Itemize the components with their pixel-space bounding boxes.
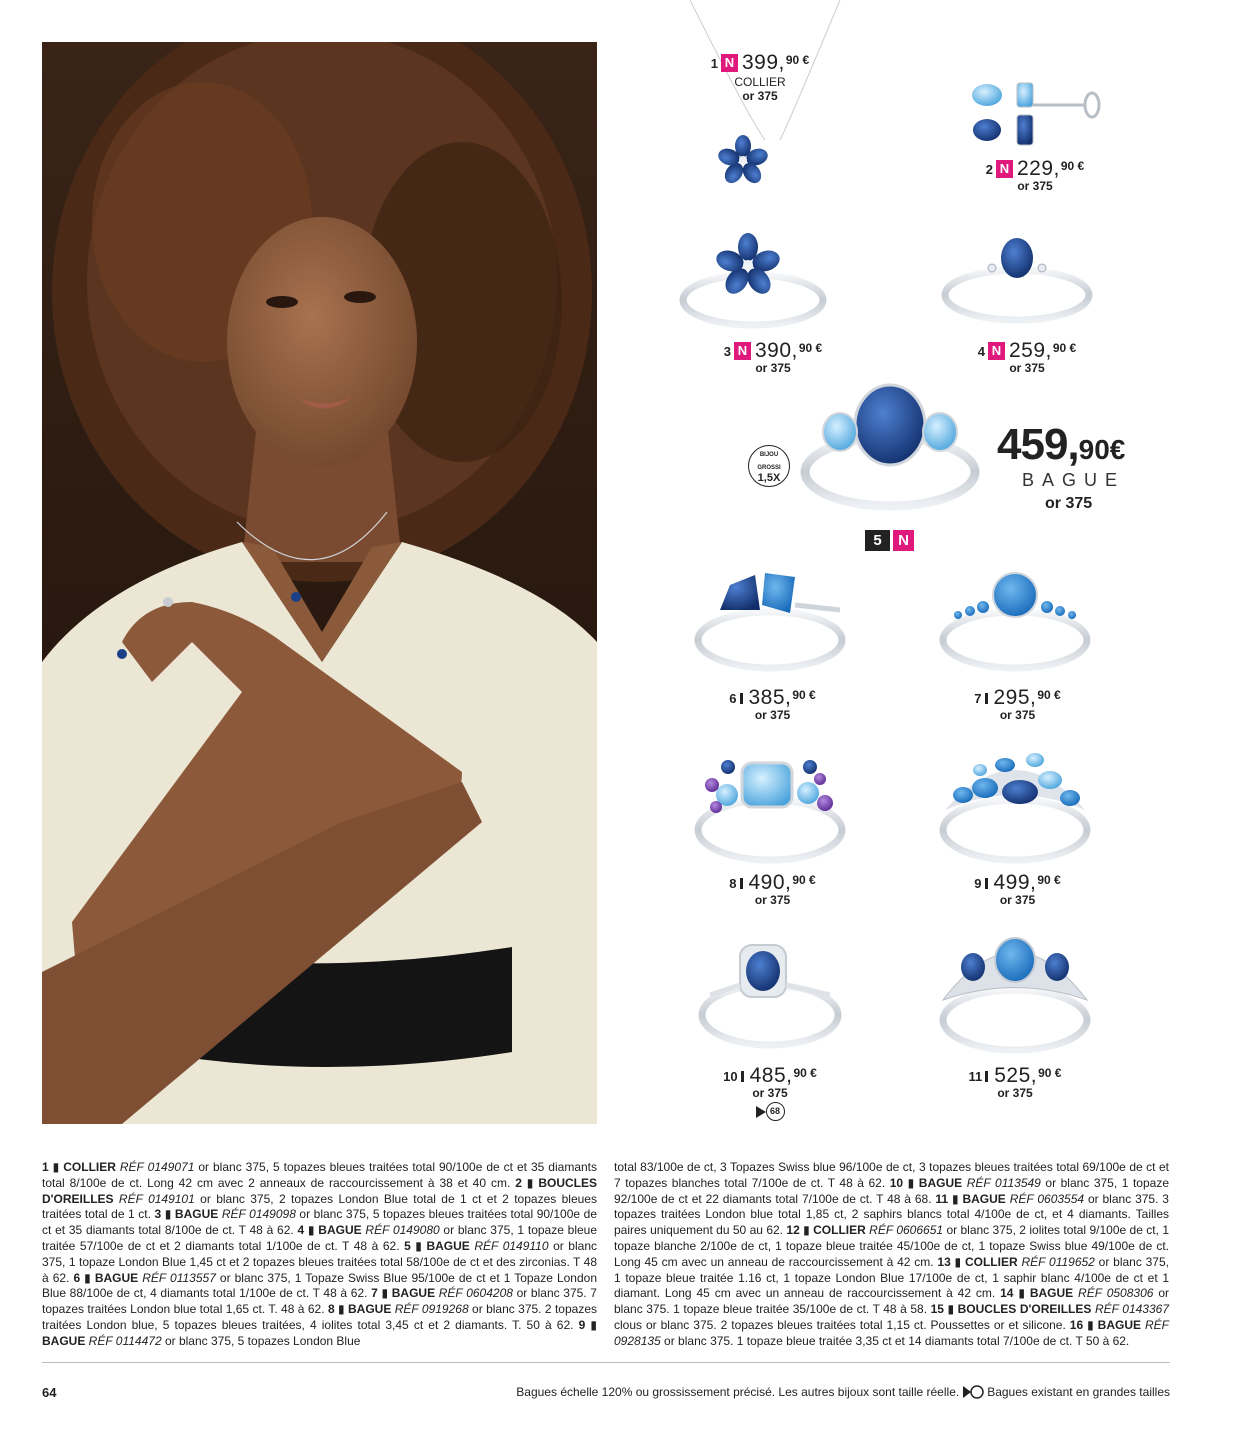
price: 390,: [755, 339, 798, 362]
product-2[interactable]: [975, 158, 1095, 193]
desc-item-ref: RÉF 0149098: [221, 1207, 296, 1222]
desc-item-text: or blanc 375, 1 topaze bleue traitée 57/100e de ct et 2 diamants total 1/100e de ct. T 48 à 62.: [42, 1223, 598, 1253]
separator-mark: [985, 693, 988, 704]
ring-10-image: [695, 935, 845, 1060]
separator-mark: [985, 1071, 988, 1082]
product-3[interactable]: [708, 340, 838, 375]
product-metal: or 375: [999, 708, 1036, 722]
price-cents: 90 €: [1037, 873, 1061, 887]
desc-item-text: or blanc 375, 5 topazes London Blue: [161, 1333, 361, 1348]
product-metal: or 375: [752, 1086, 788, 1100]
desc-item-title: 2 ▮ BOUCLES D'OREILLES: [42, 1175, 597, 1206]
product-metal: or 375: [1009, 361, 1045, 375]
desc-item-ref: RÉF 0119652: [1021, 1254, 1095, 1269]
footer-note: [516, 1385, 1170, 1399]
desc-item-ref: RÉF 0113549: [966, 1175, 1041, 1190]
large-size-note: Bagues existant en grandes tailles: [987, 1385, 1170, 1399]
new-badge: N: [996, 160, 1013, 178]
desc-item-ref: RÉF 0508306: [1078, 1286, 1154, 1301]
desc-item-ref: RÉF 0604208: [438, 1286, 513, 1301]
new-badge: N: [721, 54, 738, 72]
desc-item-text: total 83/100e de ct, 3 Topazes Swiss blue 96/100e de ct, 3 topazes bleues traitées total 69/100e de ct et 7 topazes blanches total 7/100e de ct. T 48 à 62.: [614, 1160, 1169, 1190]
product-number: 3: [723, 344, 731, 359]
product-1[interactable]: [700, 52, 820, 103]
desc-item-text: or blanc 375. 3 topazes traitées London blue total 1,85 ct, 2 saphirs blancs total 4/100e de ct, et 4 diamants. Tailles paires uniquement du 50 au 62.: [614, 1191, 1169, 1238]
product-11[interactable]: [950, 1065, 1080, 1100]
price-cents: 90 €: [1037, 688, 1061, 702]
desc-item-ref: RÉF 0143367: [1094, 1302, 1169, 1317]
description-left: [42, 1160, 597, 1350]
product-number: 4: [977, 344, 985, 359]
zoom-label-2: GROSSI: [757, 465, 781, 471]
desc-item-text: or blanc 375, 2 iolites total 9/100e de ct, 1 topaze blanche 2/100e de ct, 1 topaze bleue traitée 45/100e de ct, 1 topaze Swiss blue 49/100e de ct. Long 45 cm avec un anneau de raccourcissement à 42 cm.: [614, 1223, 1170, 1269]
price: 525,: [994, 1064, 1038, 1087]
zoom-badge: [748, 445, 790, 487]
ring-9-image: [935, 740, 1095, 875]
featured-price-main: 459,: [997, 420, 1079, 469]
product-metal: or 375: [742, 89, 778, 103]
desc-item-text: or blanc 375. 7 topazes traitées London blue total 1,65 ct. T. 48 à 62.: [42, 1286, 597, 1317]
product-metal: or 375: [754, 708, 791, 722]
desc-item-ref: RÉF 0149080: [365, 1223, 440, 1238]
product-number: 10: [723, 1069, 738, 1084]
desc-item-text: or blanc 375. 1 topaze bleue traitée 35/100e de ct. T 48 à 58.: [614, 1286, 1169, 1317]
desc-item-title: 5 ▮ BAGUE: [404, 1238, 475, 1253]
separator-mark: [741, 1071, 744, 1082]
price: 295,: [993, 686, 1037, 709]
desc-item-title: 14 ▮ BAGUE: [1000, 1286, 1079, 1301]
price: 490,: [748, 871, 792, 894]
desc-item-ref: RÉF 0606651: [869, 1223, 944, 1238]
featured-price-cents: 90€: [1078, 434, 1126, 465]
ring-6-image: [690, 565, 850, 685]
product-number: 1: [710, 56, 718, 71]
desc-item-text: or blanc 375, 1 topaze bleue traitée 1.16 ct, 1 topaze London Blue 17/100e de ct, 1 saphir blanc 4/100e de ct et 1 diamant. Long 45 cm avec un anneau de raccourcissement à 42 cm.: [614, 1254, 1169, 1301]
desc-item-title: 16 ▮ BAGUE: [1069, 1317, 1145, 1332]
desc-item-title: 3 ▮ BAGUE: [154, 1207, 222, 1222]
desc-item-ref: RÉF 0114472: [88, 1333, 162, 1348]
desc-item-title: 1 ▮ COLLIER: [42, 1160, 120, 1174]
description-right: [614, 1160, 1169, 1350]
product-number: 11: [968, 1069, 983, 1084]
featured-badges: [865, 530, 914, 551]
page-number: 64: [42, 1385, 57, 1400]
ring-5-image: [795, 380, 985, 525]
desc-item-title: 4 ▮ BAGUE: [297, 1223, 366, 1238]
separator-mark: [740, 693, 743, 704]
product-10[interactable]: [705, 1065, 835, 1121]
featured-price[interactable]: [997, 420, 1125, 470]
product-name: COLLIER: [734, 75, 786, 89]
large-size-marker: [705, 1102, 835, 1121]
ring-4-image: [940, 230, 1095, 335]
ring-8-image: [690, 745, 850, 875]
product-metal: or 375: [999, 893, 1036, 907]
new-badge: N: [893, 530, 914, 551]
product-number: 2: [985, 162, 993, 177]
arrow-icon: [756, 1106, 766, 1118]
desc-item-ref: RÉF 0149101: [118, 1191, 195, 1206]
featured-number: 5: [865, 530, 890, 551]
new-badge: N: [734, 342, 751, 360]
product-number: 6: [729, 691, 737, 706]
size-circle-icon: 68: [766, 1102, 785, 1121]
separator-mark: [985, 878, 988, 889]
footer-divider: [42, 1362, 1170, 1363]
product-4[interactable]: [962, 340, 1092, 375]
ring-7-image: [935, 565, 1095, 685]
product-metal: or 375: [1017, 179, 1053, 193]
desc-item-text: or blanc 375, 5 topazes bleues traitées total 90/100e de ct et 35 diamants total 8/100e de ct. Long 42 cm avec 2 anneaux de raccourcissement à 38 et 40 cm.: [42, 1160, 597, 1190]
price-cents: 90 €: [793, 1066, 817, 1080]
desc-item-text: or blanc 375, 1 Topaze Swiss Blue 95/100e de ct et 1 Topaze London Blue 88/100e de ct, 4 diamants total 1/100e de ct. T 48 à 62.: [42, 1270, 597, 1301]
model-photo: [42, 42, 597, 1124]
featured-metal: or 375: [1045, 495, 1093, 512]
ring-11-image: [935, 925, 1095, 1060]
new-badge: N: [988, 342, 1005, 360]
price: 485,: [749, 1064, 793, 1087]
featured-name: BAGUE: [1022, 470, 1126, 490]
product-number: 8: [729, 876, 737, 891]
desc-item-title: 6 ▮ BAGUE: [73, 1270, 143, 1285]
desc-item-ref: RÉF 0113557: [142, 1270, 216, 1285]
price-cents: 90 €: [1060, 159, 1085, 173]
desc-item-text: or blanc 375. 1 topaze bleue traitée 3,35 ct et 14 diamants total 7/100e de ct. T 50 à 62.: [660, 1333, 1130, 1348]
price-cents: 90 €: [1052, 341, 1077, 355]
product-number: 9: [974, 876, 982, 891]
desc-item-title: 7 ▮ BAGUE: [371, 1286, 439, 1301]
price-cents: 90 €: [1038, 1066, 1062, 1080]
desc-item-title: 15 ▮ BOUCLES D'OREILLES: [930, 1302, 1095, 1317]
price: 499,: [993, 871, 1037, 894]
price-cents: 90 €: [785, 53, 810, 67]
zoom-value: 1,5X: [757, 472, 781, 484]
price: 385,: [748, 686, 792, 709]
product-8[interactable]: [710, 872, 835, 907]
earrings-image: [965, 75, 1105, 160]
desc-item-title: 8 ▮ BAGUE: [327, 1302, 395, 1317]
desc-item-ref: RÉF 0149110: [474, 1238, 549, 1253]
scale-note: Bagues échelle 120% ou grossissement précisé. Les autres bijoux sont taille réelle.: [516, 1385, 960, 1399]
product-7[interactable]: [955, 687, 1080, 722]
price: 399,: [742, 51, 785, 74]
desc-item-text: or blanc 375, 2 topazes London Blue total de 1 ct et 2 topazes bleues traitées total de 1 ct.: [42, 1191, 597, 1222]
desc-item-ref: RÉF 0928135: [614, 1317, 1169, 1348]
price-cents: 90 €: [792, 873, 816, 887]
desc-item-title: 11 ▮ BAGUE: [935, 1191, 1010, 1206]
product-metal: or 375: [997, 1086, 1033, 1100]
product-6[interactable]: [710, 687, 835, 722]
desc-item-text: or blanc 375, 1 topaze London Blue 1,45 ct et 2 topazes bleues traitées total 58/100e de ct et des zirconias. T 48 à 62.: [42, 1238, 597, 1285]
desc-item-text: or blanc 375, 1 topaze 92/100e de ct et 22 diamants total 7/100e de ct. T 48 à 68.: [614, 1175, 1169, 1206]
large-size-icon: [962, 1385, 984, 1399]
ring-3-image: [678, 225, 828, 340]
desc-item-text: clous or blanc 375. 2 topazes bleues traitées total 1,15 ct. Poussettes or et silicone.: [614, 1317, 1070, 1332]
price: 229,: [1017, 157, 1060, 180]
desc-item-title: 13 ▮ COLLIER: [937, 1254, 1022, 1269]
desc-item-title: 12 ▮ COLLIER: [786, 1223, 870, 1238]
product-9[interactable]: [955, 872, 1080, 907]
desc-item-text: or blanc 375. 2 topazes traitées London blue, 5 topazes bleues traitées, 4 iolites total 3,45 ct et 2 diamants. T. 50 à 62.: [42, 1302, 597, 1332]
desc-item-title: 9 ▮ BAGUE: [42, 1317, 597, 1348]
zoom-label-1: BIJOU: [759, 452, 779, 458]
desc-item-ref: RÉF 0149071: [119, 1160, 195, 1174]
price-cents: 90 €: [792, 688, 816, 702]
desc-item-title: 10 ▮ BAGUE: [889, 1175, 967, 1190]
separator-mark: [740, 878, 743, 889]
desc-item-text: or blanc 375, 5 topazes bleues traitées total 90/100e de ct et 35 diamants total 8/100e de ct. T 48 à 62.: [42, 1207, 597, 1238]
product-metal: or 375: [754, 893, 791, 907]
desc-item-ref: RÉF 0919268: [394, 1302, 469, 1317]
product-metal: or 375: [755, 361, 791, 375]
product-number: 7: [974, 691, 982, 706]
desc-item-ref: RÉF 0603554: [1009, 1191, 1085, 1206]
price-cents: 90 €: [798, 341, 823, 355]
price: 259,: [1009, 339, 1052, 362]
